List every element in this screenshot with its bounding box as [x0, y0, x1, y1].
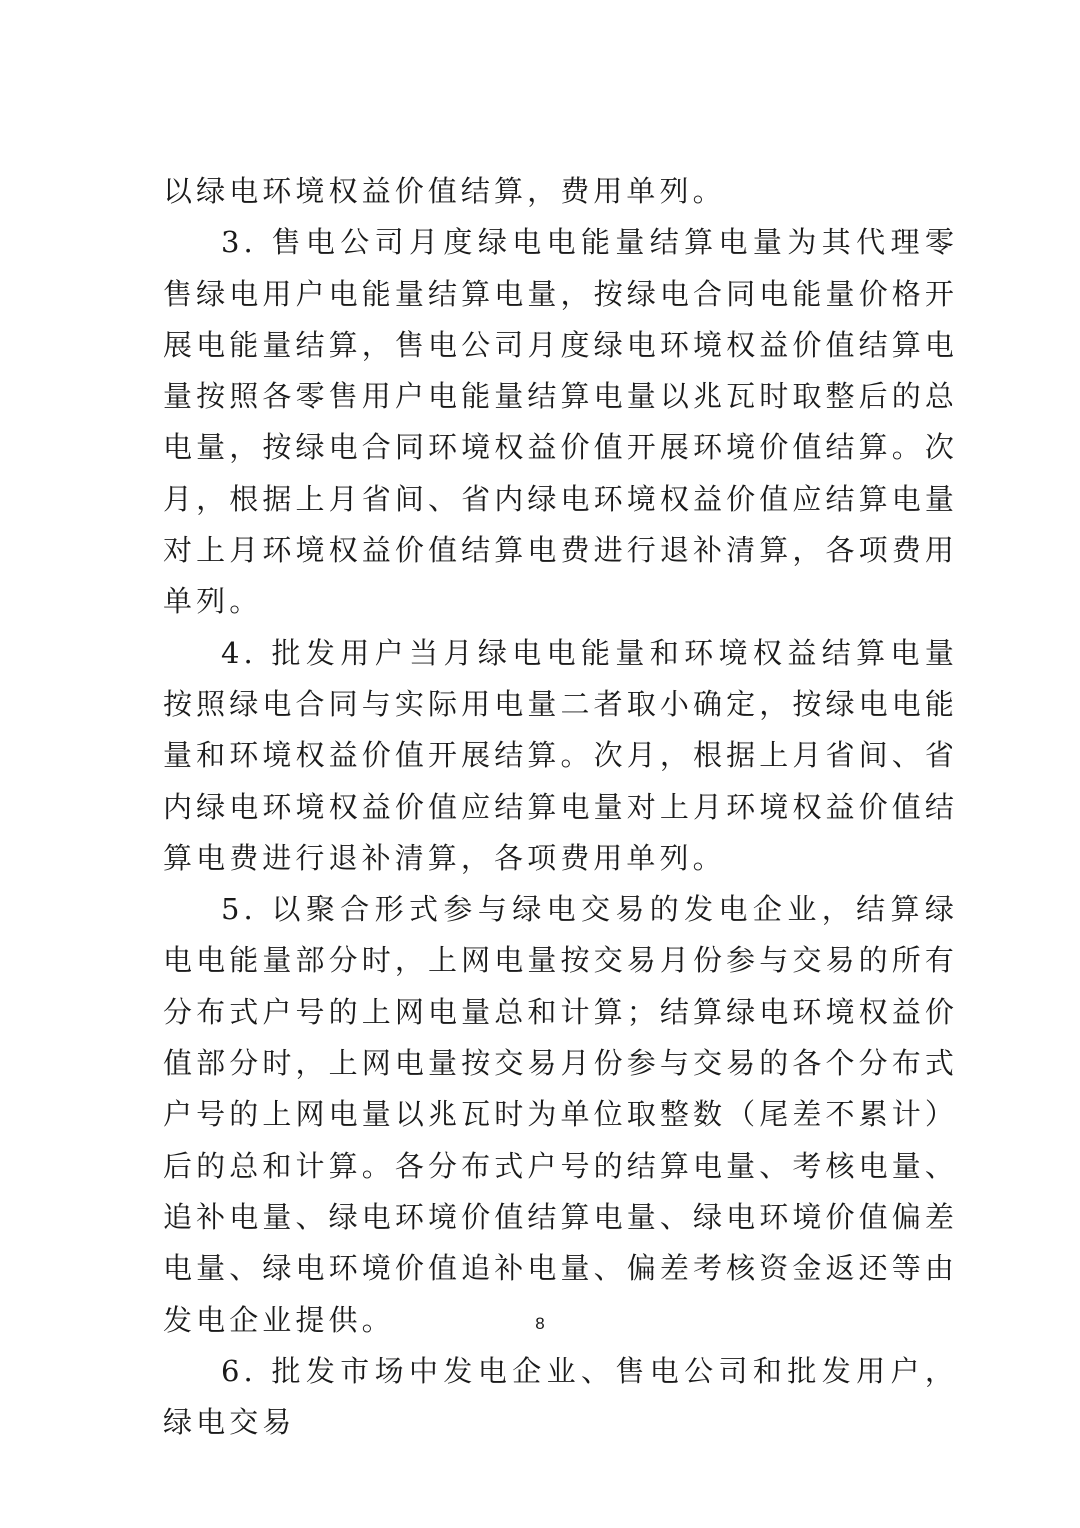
body-text [163, 166, 958, 1448]
paragraph-item-4: 4. 批发用户当月绿电电能量和环境权益结算电量按照绿电合同与实际用电量二者取小确定，按绿电电能量和环境权益价值开展结算。次月，根据上月省间、省内绿电环境权益价值应结算电量对上月环境权益价值结算电费进行退补清算，各项费用单列。 [163, 635, 958, 875]
paragraph-item-3: 3. 售电公司月度绿电电能量结算电量为其代理零售绿电用户电能量结算电量，按绿电合同电能量价格开展电能量结算，售电公司月度绿电环境权益价值结算电量按照各零售用户电能量结算电量以兆瓦时取整后的总电量，按绿电合同环境权益价值开展环境价值结算。次月，根据上月省间、省内绿电环境权益价值应结算电量对上月环境权益价值结算电费进行退补清算，各项费用单列。 [163, 225, 958, 619]
paragraph-continuation: 以绿电环境权益价值结算，费用单列。 [163, 174, 726, 208]
paragraph-item-5: 5. 以聚合形式参与绿电交易的发电企业，结算绿电电能量部分时，上网电量按交易月份参与交易的所有分布式户号的上网电量总和计算；结算绿电环境权益价值部分时，上网电量按交易月份参与交易的各个分布式户号的上网电量以兆瓦时为单位取整数（尾差不累计）后的总和计算。各分布式户号的结算电量、考核电量、追补电量、绿电环境价值结算电量、绿电环境价值偏差电量、绿电环境价值追补电量、偏差考核资金返还等由发电企业提供。 [163, 892, 958, 1337]
page-number: 8 [535, 1314, 545, 1333]
paragraph-item-6: 6. 批发市场中发电企业、售电公司和批发用户，绿电交易 [163, 1353, 958, 1440]
